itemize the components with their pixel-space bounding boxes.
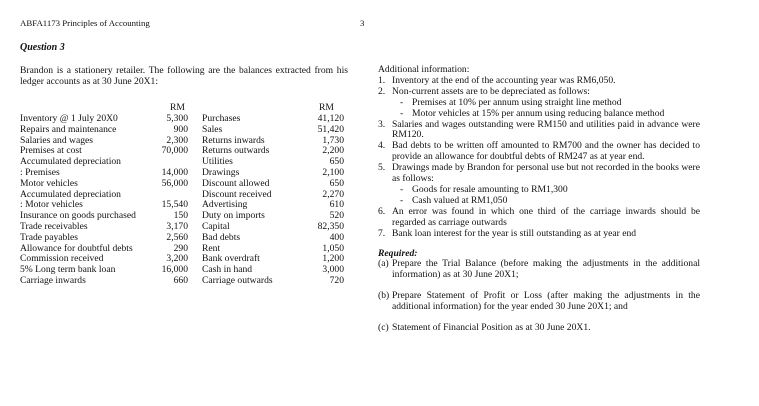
required-item-c xyxy=(378,323,700,334)
ledger-label: Utilities xyxy=(202,156,233,168)
ledger-label: Trade receivables xyxy=(20,220,88,232)
item-number: 7. xyxy=(378,227,386,239)
ledger-value: 720 xyxy=(329,274,344,286)
ledger-label: Carriage outwards xyxy=(202,274,273,286)
ledger-label: Discount allowed xyxy=(202,177,270,189)
info-item-4 xyxy=(378,141,700,163)
item-text: Drawings made by Brandon for personal use but not recorded in the books were as follows: xyxy=(392,162,700,185)
info-item-5 xyxy=(378,163,700,185)
ledger-value: 82,350 xyxy=(317,220,344,232)
sub-item xyxy=(378,109,700,120)
ledger-label: Premises at cost xyxy=(20,145,82,157)
ledger-label: : Premises xyxy=(20,166,60,178)
ledger-label: Duty on imports xyxy=(202,210,265,222)
ledger-label: Cash in hand xyxy=(202,264,253,276)
ledger-value: 2,300 xyxy=(166,134,188,146)
ledger-value: 290 xyxy=(173,242,188,254)
dash: - xyxy=(400,96,404,108)
ledger-value: 400 xyxy=(329,231,344,243)
ledger-label: Bad debts xyxy=(202,231,241,243)
required-item-b xyxy=(378,291,700,313)
ledger-label: Returns outwards xyxy=(202,145,270,157)
ledger-value: 16,000 xyxy=(161,264,188,276)
ledger-label: Purchases xyxy=(202,113,241,124)
item-text: Bad debts to be written off amounted to RM700 and the owner has decided to provide an allowance for doubtful debts of RM247 as at year end. xyxy=(392,140,700,163)
ledger-value: 2,100 xyxy=(322,166,344,178)
ledger-label: Repairs and maintenance xyxy=(20,123,117,135)
ledger-label: Insurance on goods purchased xyxy=(20,210,136,222)
ledger-value: 1,050 xyxy=(322,242,344,254)
page-number: 3 xyxy=(360,18,365,28)
item-number: 2. xyxy=(378,85,386,97)
dash: - xyxy=(400,183,404,195)
info-item-3 xyxy=(378,120,700,142)
sub-item-text: Premises at 10% per annum using straight line method xyxy=(412,96,622,108)
item-number: 3. xyxy=(378,118,386,130)
ledger-value: 660 xyxy=(173,274,188,286)
ledger-value: 5,300 xyxy=(166,113,188,124)
ledger-label: : Motor vehicles xyxy=(20,199,83,211)
item-text: Inventory at the end of the accounting year was RM6,050. xyxy=(392,74,616,86)
item-text: Prepare Statement of Profit or Loss (after making the adjustments in the additional information) for the year ended 30 June 20X1; and xyxy=(392,290,700,313)
ledger-label: Motor vehicles xyxy=(20,177,78,189)
ledger-label: Accumulated depreciation xyxy=(20,156,121,168)
item-text: Prepare the Trial Balance (before making the adjustments in the additional information) as at 30 June 20X1; xyxy=(392,258,700,281)
ledger-value: 1,200 xyxy=(322,253,344,265)
ledger-value: 610 xyxy=(329,199,344,211)
sub-item-text: Cash valued at RM1,050 xyxy=(412,194,508,206)
ledger-value: 70,000 xyxy=(161,145,188,157)
ledger-label: Drawings xyxy=(202,166,240,178)
sub-item-text: Goods for resale amounting to RM1,300 xyxy=(412,183,568,195)
sub-item-text: Motor vehicles at 15% per annum using reducing balance method xyxy=(412,107,665,119)
ledger-value: 650 xyxy=(329,177,344,189)
item-text: An error was found in which one third of the carriage inwards should be regarded as carriage outwards xyxy=(392,205,700,228)
item-letter: (a) xyxy=(378,258,389,270)
item-text: Salaries and wages outstanding were RM150 and utilities paid in advance were RM120. xyxy=(392,118,700,141)
left-values-column xyxy=(155,114,188,287)
ledger-value: 3,000 xyxy=(322,264,344,276)
info-item-6 xyxy=(378,207,700,229)
item-text: Bank loan interest for the year is still outstanding as at year end xyxy=(392,227,637,239)
ledger-label: Advertising xyxy=(202,199,248,211)
intro-text: Brandon is a stationery retailer. The following are the balances extracted from his ledger accounts as at 30 June 20X1: xyxy=(20,65,348,88)
ledger-value: 3,200 xyxy=(166,253,188,265)
item-letter: (b) xyxy=(378,290,390,302)
ledger-label: 5% Long term bank loan xyxy=(20,264,116,276)
ledger-label: Capital xyxy=(202,220,230,232)
course-header: ABFA1173 Principles of Accounting xyxy=(20,18,150,28)
ledger-label: Inventory @ 1 July 20X0 xyxy=(20,113,118,124)
item-letter: (c) xyxy=(378,322,389,334)
item-text: Non-current assets are to be depreciated as follows: xyxy=(392,85,590,97)
ledger-label: Commission received xyxy=(20,253,104,265)
ledger-value: 56,000 xyxy=(161,177,188,189)
dash: - xyxy=(400,107,404,119)
ledger-value: 15,540 xyxy=(161,199,188,211)
ledger-label: Salaries and wages xyxy=(20,134,93,146)
ledger-label: Carriage inwards xyxy=(20,274,86,286)
sub-item xyxy=(378,98,700,109)
required-title: Required: xyxy=(378,247,418,259)
ledger-label: Returns inwards xyxy=(202,134,265,146)
ledger-value: 2,200 xyxy=(322,145,344,157)
ledger-label: Bank overdraft xyxy=(202,253,260,265)
ledger-label: Sales xyxy=(202,123,223,135)
additional-info-title: Additional information: xyxy=(378,64,470,75)
item-number: 5. xyxy=(378,162,386,174)
ledger-label: Discount received xyxy=(202,188,272,200)
ledger-value: 51,420 xyxy=(317,123,344,135)
right-panel xyxy=(378,65,700,334)
right-values-column xyxy=(310,114,344,287)
rm-header-right: RM xyxy=(319,102,334,113)
ledger-label: Trade payables xyxy=(20,231,78,243)
left-labels-column xyxy=(20,114,155,287)
ledger-value: 2,270 xyxy=(322,188,344,200)
required-item-a xyxy=(378,259,700,281)
item-text: Statement of Financial Position as at 30 June 20X1. xyxy=(392,322,591,334)
ledger-value: 3,170 xyxy=(166,220,188,232)
question-title: Question 3 xyxy=(20,42,65,53)
ledger-label: Accumulated depreciation xyxy=(20,188,121,200)
ledger-value: 520 xyxy=(329,210,344,222)
rm-header-left: RM xyxy=(170,102,185,113)
ledger-value: 2,560 xyxy=(166,231,188,243)
right-labels-column xyxy=(202,114,310,287)
item-number: 1. xyxy=(378,74,386,86)
item-number: 4. xyxy=(378,140,386,152)
ledger-value: 41,120 xyxy=(317,113,344,124)
info-item-7 xyxy=(378,229,700,240)
ledger-label: Allowance for doubtful debts xyxy=(20,242,133,254)
ledger-value: 650 xyxy=(329,156,344,168)
dash: - xyxy=(400,194,404,206)
item-number: 6. xyxy=(378,205,386,217)
ledger-value: 14,000 xyxy=(161,166,188,178)
ledger-label: Rent xyxy=(202,242,221,254)
ledger-value: 1,730 xyxy=(322,134,344,146)
ledger-value: 900 xyxy=(173,123,188,135)
ledger-value: 150 xyxy=(173,210,188,222)
